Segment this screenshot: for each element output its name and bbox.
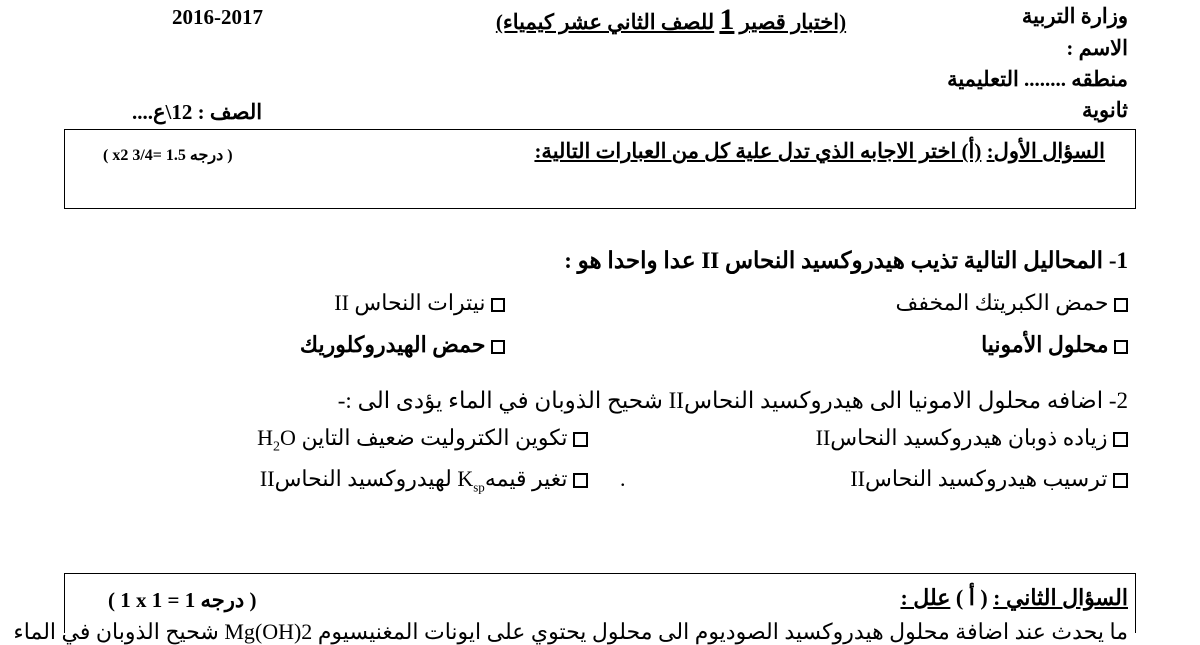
quiz-title-prefix: (اختبار قصير [739,10,847,34]
question1-instruction: (أ) اختر الاجابه الذي تدل علية كل من العبارات التالية: [534,139,982,163]
item1-option-a[interactable] [896,290,1128,316]
question1-grade: ( x2 3/4= 1.5 درجه ) [103,147,233,164]
item1-option-d[interactable] [300,332,505,358]
question2-grade: ( 1 x 1 = 1 درجه ) [108,588,257,612]
question1-heading [534,139,1105,164]
item1-option-a-label: حمض الكبريتك المخفف [895,290,1109,315]
question2-heading [900,585,1128,611]
checkbox-icon[interactable] [491,298,505,312]
item1-option-b-label: نيترات النحاس II [334,290,486,315]
quiz-title [470,3,872,37]
item2-option-b[interactable] [257,425,588,455]
item1-option-c-label: محلول الأمونيا [981,332,1109,357]
quiz-title-suffix: للصف الثاني عشر كيمياء) [495,10,715,34]
item2-option-a[interactable] [816,425,1128,451]
item1-option-b[interactable] [334,290,505,316]
item2-option-b-label: تكوين الكتروليت ضعيف التاين [301,425,568,450]
item1-stem: 1- المحاليل التالية تذيب هيدروكسيد النحاس II عدا واحدا هو : [564,248,1128,273]
item2-option-d[interactable] [260,466,588,495]
checkbox-icon[interactable] [1114,340,1128,354]
question2-command: علل : [900,585,951,610]
region-label: منطقه ........ التعليمية [947,67,1128,91]
class-field [132,100,262,125]
checkbox-icon[interactable] [491,340,505,354]
question2-title: السؤال الثاني : [993,585,1128,610]
item2-stem: 2- اضافه محلول الامونيا الى هيدروكسيد النحاسII شحيح الذوبان في الماء يؤدى الى :- [337,388,1128,413]
class-label: الصف : [197,100,263,124]
quiz-number: 1 [719,3,735,36]
item1-option-d-label: حمض الهيدروكلوريك [299,332,486,357]
item2-option-a-label: زياده ذوبان هيدروكسيد النحاسII [815,425,1108,450]
school-year: 2016-2017 [172,5,263,29]
checkbox-icon[interactable] [1113,432,1128,447]
question2-part: ( أ ) [955,585,988,610]
stray-dot: . [620,466,626,491]
checkbox-icon[interactable] [573,432,588,447]
item2-option-c-label: ترسيب هيدروكسيد النحاسII [850,466,1108,491]
checkbox-icon[interactable] [1113,473,1128,488]
question1-title: السؤال الأول: [986,139,1105,163]
class-value: 12\ع.... [132,100,193,124]
item2-option-d-suffix: لهيدروكسيد النحاسII [259,466,452,491]
ministry-label: وزارة التربية [1021,4,1128,28]
water-formula: $H_2O$ [257,425,296,455]
item2-option-d-label: تغير قيمه [484,466,568,491]
checkbox-icon[interactable] [1114,298,1128,312]
ksp-symbol: $K_{sp}$ [457,466,485,495]
checkbox-icon[interactable] [573,473,588,488]
school-label: ثانوية [1081,98,1128,122]
item2-option-c[interactable] [850,466,1128,492]
student-name-label: الاسم : [1066,36,1128,60]
item1-option-c[interactable] [981,332,1128,358]
cutoff-text-line: ما يحدث عند اضافة محلول هيدروكسيد الصوديوم الى محلول يحتوي على ايونات المغنيسيوم Mg(OH)2 شحيح الذوبان في الماء [13,619,1128,644]
